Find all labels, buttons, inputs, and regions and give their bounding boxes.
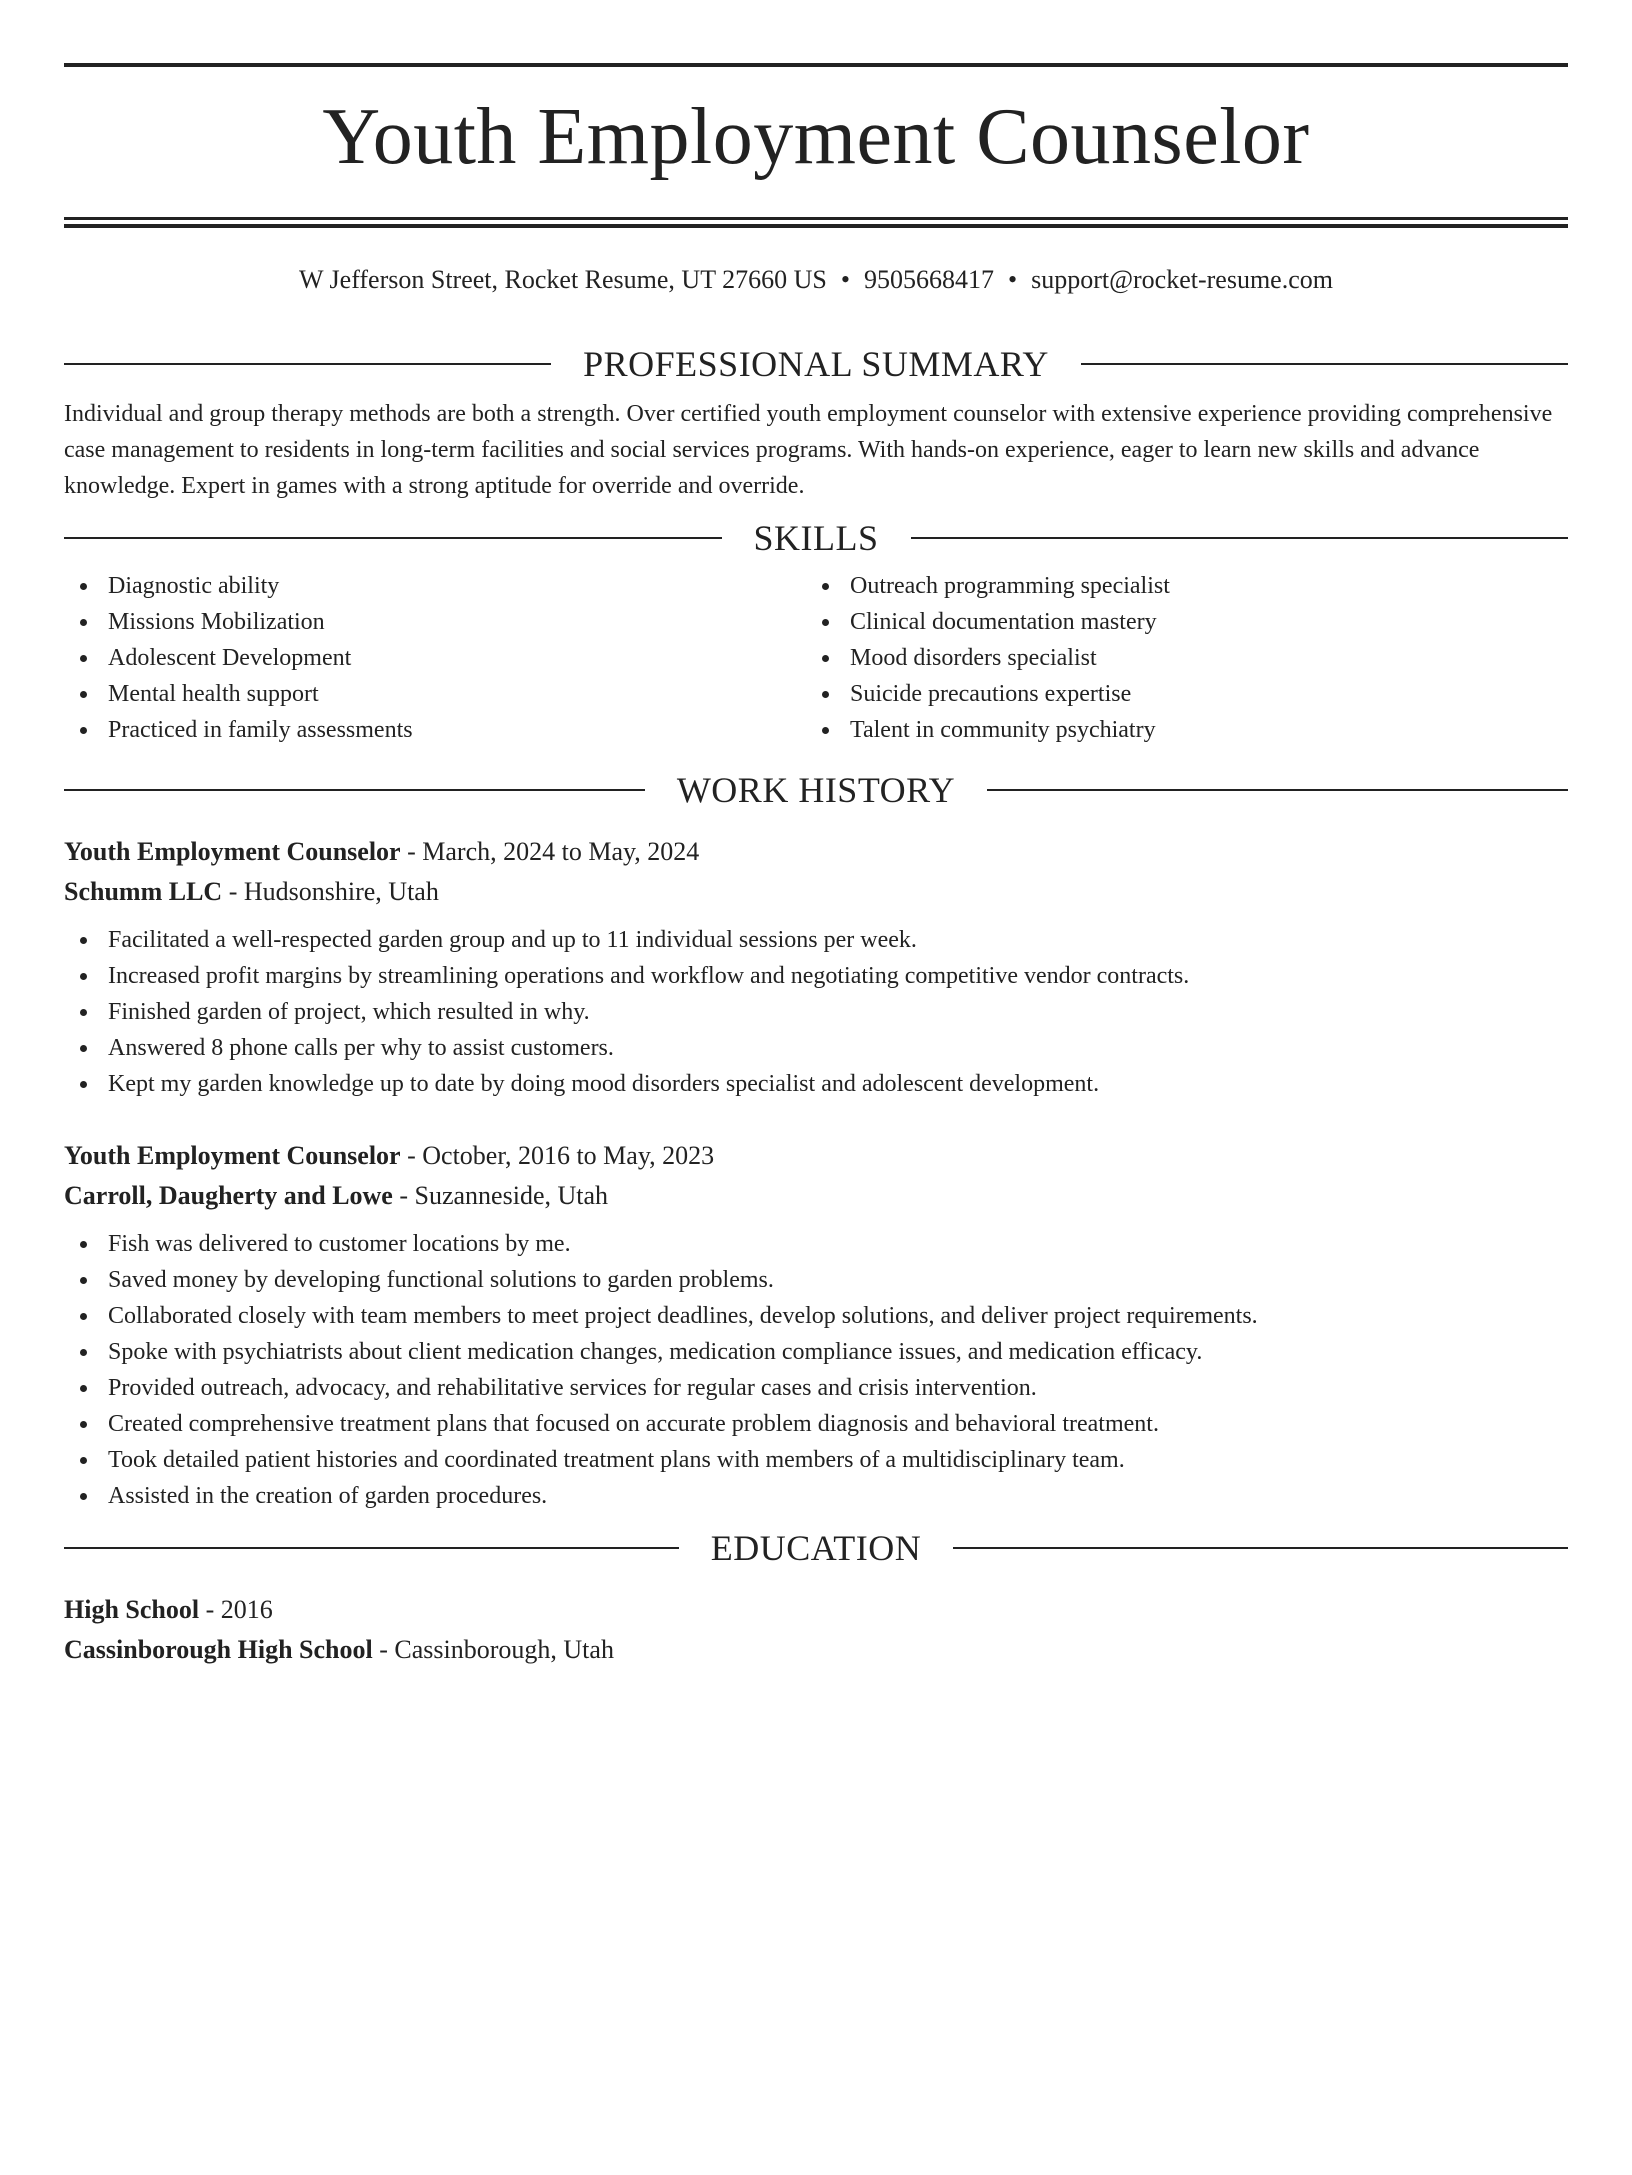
education-year: - 2016 (199, 1595, 273, 1624)
job-bullet: Spoke with psychiatrists about client medication changes, medication compliance issues, and medication efficacy. (64, 1334, 1568, 1370)
section-rule-left (64, 537, 722, 539)
education-degree-line (64, 1590, 1568, 1630)
skill-item: Practiced in family assessments (64, 712, 806, 748)
job-bullet: Collaborated closely with team members to meet project deadlines, develop solutions, and deliver project requirements. (64, 1298, 1568, 1334)
job-company: Schumm LLC (64, 877, 223, 906)
contact-address: W Jefferson Street, Rocket Resume, UT 27660 US (298, 265, 827, 294)
education-school-line (64, 1630, 1568, 1670)
skill-item: Adolescent Development (64, 640, 806, 676)
title-double-rule (64, 217, 1568, 228)
skills-column-left (64, 568, 806, 748)
job-location: - Hudsonshire, Utah (222, 877, 439, 906)
job-bullets (64, 922, 1568, 1102)
education-school: Cassinborough High School (64, 1635, 373, 1664)
job-bullet: Created comprehensive treatment plans that focused on accurate problem diagnosis and behavioral treatment. (64, 1406, 1568, 1442)
section-rule-right (911, 537, 1569, 539)
section-rule-left (64, 1547, 679, 1549)
skills-list (64, 568, 1568, 748)
skill-item: Clinical documentation mastery (806, 604, 1548, 640)
section-rule-right (1081, 363, 1568, 365)
job-title-line (64, 1136, 1568, 1176)
contact-separator: • (1007, 265, 1018, 294)
job-bullet: Assisted in the creation of garden procedures. (64, 1478, 1568, 1514)
skills-column-right (806, 568, 1548, 748)
section-rule-right (953, 1547, 1568, 1549)
section-title-summary: PROFESSIONAL SUMMARY (583, 344, 1049, 384)
job-company-line (64, 1176, 1568, 1216)
job-company: Carroll, Daugherty and Lowe (64, 1181, 393, 1210)
job-bullet: Facilitated a well-respected garden group and up to 11 individual sessions per week. (64, 922, 1568, 958)
job-title-line (64, 832, 1568, 872)
job-entry (64, 832, 1568, 1102)
job-bullets (64, 1226, 1568, 1514)
job-company-line (64, 872, 1568, 912)
contact-email: support@rocket-resume.com (1031, 265, 1333, 294)
job-bullet: Kept my garden knowledge up to date by doing mood disorders specialist and adolescent development. (64, 1066, 1568, 1102)
job-entry (64, 1136, 1568, 1514)
section-header-work (64, 770, 1568, 810)
skill-item: Mood disorders specialist (806, 640, 1548, 676)
education-location: - Cassinborough, Utah (372, 1635, 614, 1664)
section-header-summary (64, 344, 1568, 384)
section-rule-left (64, 363, 551, 365)
skill-item: Mental health support (64, 676, 806, 712)
job-bullet: Saved money by developing functional solutions to garden problems. (64, 1262, 1568, 1298)
job-bullet: Increased profit margins by streamlining operations and workflow and negotiating competitive vendor contracts. (64, 958, 1568, 994)
section-header-skills (64, 518, 1568, 558)
section-rule-right (987, 789, 1568, 791)
education-degree: High School (64, 1595, 200, 1624)
skill-item: Suicide precautions expertise (806, 676, 1548, 712)
job-bullet: Took detailed patient histories and coordinated treatment plans with members of a multidisciplinary team. (64, 1442, 1568, 1478)
section-header-education (64, 1528, 1568, 1568)
job-title: Youth Employment Counselor (64, 1141, 401, 1170)
job-bullet: Finished garden of project, which resulted in why. (64, 994, 1568, 1030)
summary-text: Individual and group therapy methods are both a strength. Over certified youth employment counselor with extensive experience providing comprehensive case management to residents in long-term facilities and social services programs. With hands-on experience, eager to learn new skills and advance knowledge. Expert in games with a strong aptitude for override and override. (64, 401, 1553, 499)
section-title-education: EDUCATION (710, 1528, 922, 1568)
skill-item: Diagnostic ability (64, 568, 806, 604)
contact-separator: • (840, 265, 850, 294)
job-dates: - March, 2024 to May, 2024 (400, 837, 700, 866)
education-entry (64, 1590, 1568, 1670)
job-dates: - October, 2016 to May, 2023 (400, 1141, 715, 1170)
section-title-skills: SKILLS (753, 518, 879, 558)
job-bullet: Fish was delivered to customer locations by me. (64, 1226, 1568, 1262)
job-bullet: Answered 8 phone calls per why to assist customers. (64, 1030, 1568, 1066)
job-bullet: Provided outreach, advocacy, and rehabilitative services for regular cases and crisis intervention. (64, 1370, 1568, 1406)
page-title: Youth Employment Counselor (322, 93, 1310, 181)
job-title: Youth Employment Counselor (64, 837, 401, 866)
job-location: - Suzanneside, Utah (392, 1181, 609, 1210)
skill-item: Outreach programming specialist (806, 568, 1548, 604)
section-title-work: WORK HISTORY (676, 770, 956, 810)
contact-line (64, 262, 1568, 298)
contact-phone: 9505668417 (863, 265, 994, 294)
skill-item: Talent in community psychiatry (806, 712, 1548, 748)
section-rule-left (64, 789, 645, 791)
skill-item: Missions Mobilization (64, 604, 806, 640)
resume-page (0, 63, 1632, 2175)
